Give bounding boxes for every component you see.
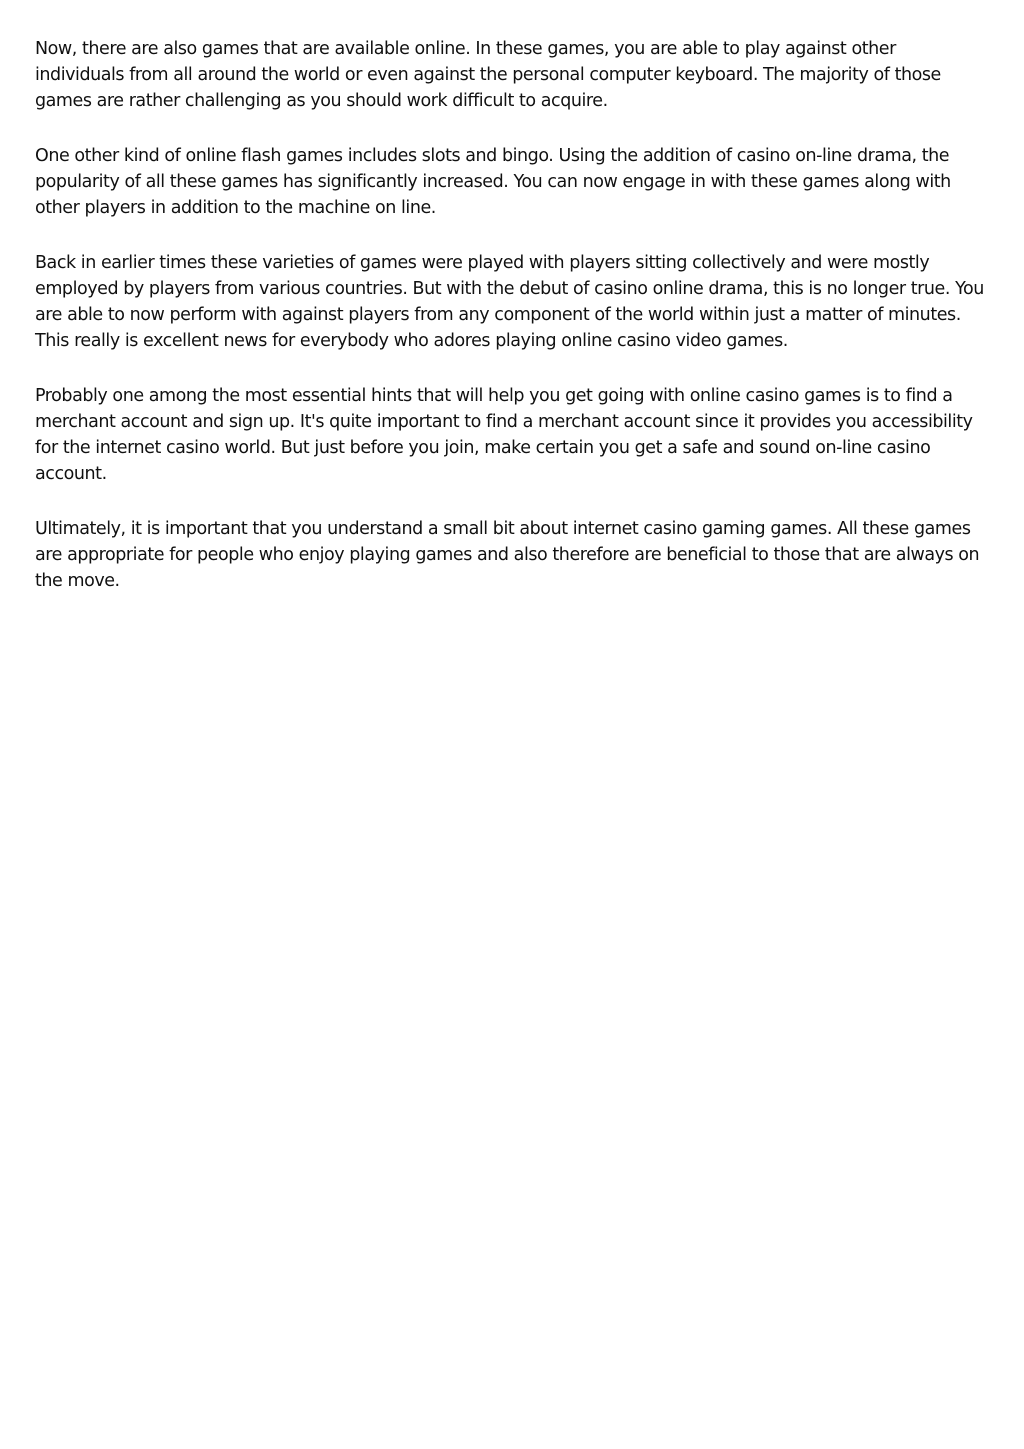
paragraph-5: Ultimately, it is important that you understand a small bit about internet casino gaming games. All these games are appropriate for people who enjoy playing games and also therefore are beneficial to those that are always on the move. bbox=[35, 519, 980, 591]
paragraph-2: One other kind of online flash games includes slots and bingo. Using the addition of casino on-line drama, the popularity of all these games has significantly increased. You can now engage in with these games along with other players in addition to the machine on line. bbox=[35, 146, 951, 218]
document-body bbox=[35, 36, 990, 623]
paragraph-3: Back in earlier times these varieties of games were played with players sitting collectively and were mostly employed by players from various countries. But with the debut of casino online drama, this is no longer true. You are able to now perform with against players from any component of the world within just a matter of minutes. This really is excellent news for everybody who adores playing online casino video games. bbox=[35, 253, 984, 351]
paragraph-1: Now, there are also games that are available online. In these games, you are able to play against other individuals from all around the world or even against the personal computer keyboard. The majority of those games are rather challenging as you should work difficult to acquire. bbox=[35, 39, 941, 111]
paragraph-4: Probably one among the most essential hints that will help you get going with online casino games is to find a merchant account and sign up. It's quite important to find a merchant account since it provides you accessibility for the internet casino world. But just before you join, make certain you get a safe and sound on-line casino account. bbox=[35, 386, 973, 484]
